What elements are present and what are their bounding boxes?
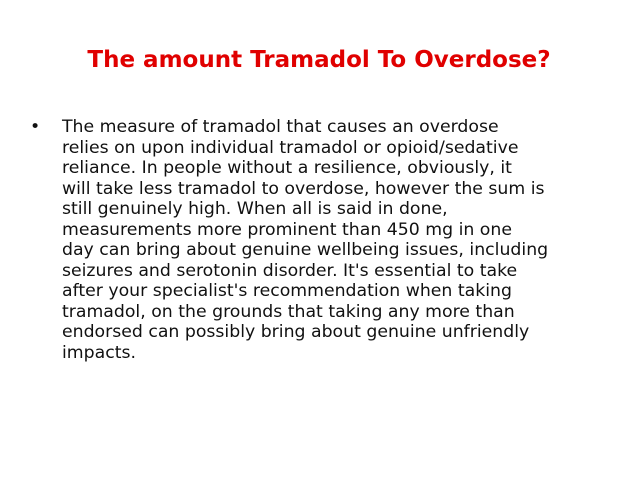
bullet-text-line: endorsed can possibly bring about genuine unfriendly	[62, 322, 530, 342]
bullet-text-line: after your specialist's recommendation when taking	[62, 281, 512, 301]
bullet-text-line: measurements more prominent than 450 mg in one	[62, 219, 512, 240]
bullet-item	[30, 117, 620, 363]
slide-title: The amount Tramadol To Overdose?	[87, 47, 551, 73]
bullet-text-line: still genuinely high. When all is said in done,	[62, 199, 448, 219]
bullet-text-line: day can bring about genuine wellbeing issues, including	[62, 240, 549, 260]
bullet-list	[30, 117, 620, 363]
bullet-text-line: tramadol, on the grounds that taking any more than	[62, 301, 515, 322]
bullet-text-line: relies on upon individual tramadol or opioid/sedative	[62, 137, 519, 158]
bullet-text-line: The measure of tramadol that causes an overdose	[62, 117, 499, 137]
bullet-text-line: will take less tramadol to overdose, however the sum is	[62, 178, 545, 199]
bullet-text-line: reliance. In people without a resilience, obviously, it	[62, 158, 512, 178]
bullet-marker-icon: •	[30, 117, 41, 137]
bullet-text-line: seizures and serotonin disorder. It's essential to take	[62, 260, 518, 281]
bullet-text-line: impacts.	[62, 342, 136, 363]
bullet-text	[62, 117, 620, 363]
